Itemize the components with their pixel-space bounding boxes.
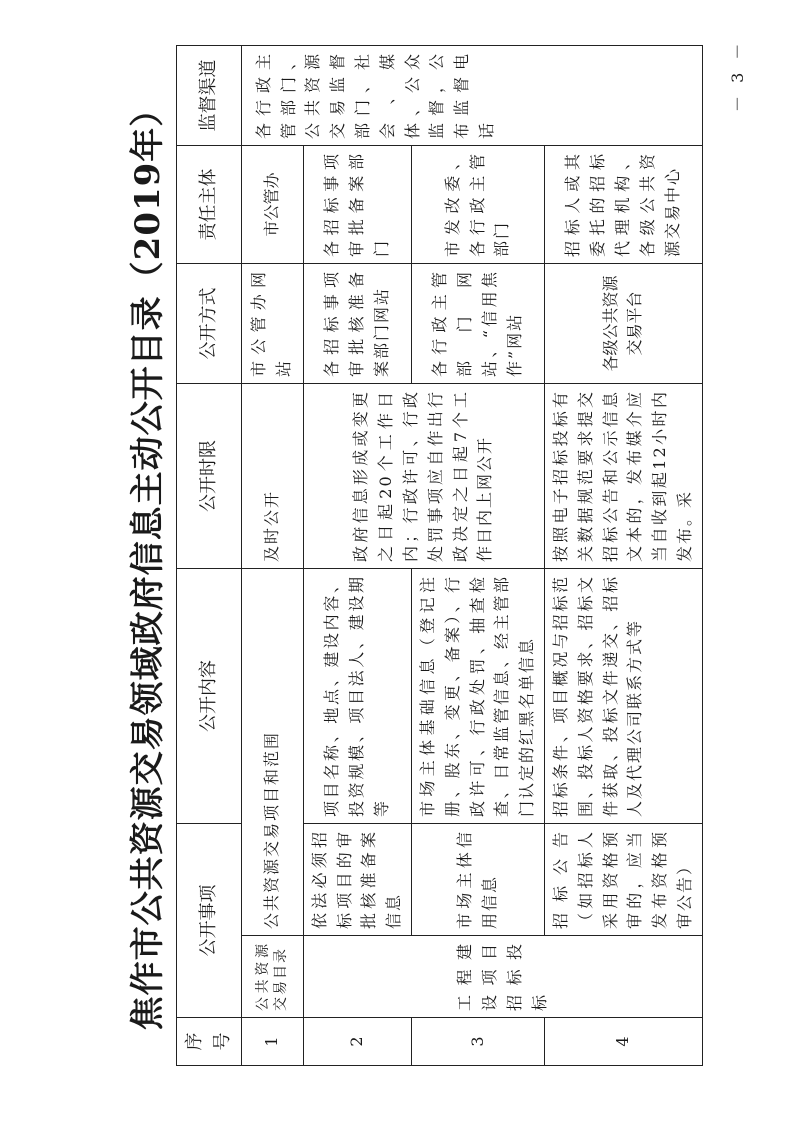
row-method: 各招标事项审批核准备案部门网站 xyxy=(303,264,411,384)
row-sub: 招标公告（如招标人采用资格预审的，应当发布资格预审公告） xyxy=(544,824,702,936)
row-method: 市公管办网站 xyxy=(241,264,303,384)
row-method: 各级公共资源交易平台 xyxy=(544,264,702,384)
header-content: 公开内容 xyxy=(177,569,242,824)
group-item: 工程建设项目招标投标 xyxy=(303,936,702,1018)
table-row xyxy=(303,46,411,1066)
row-sub: 依法必须招标项目的审批核准备案信息 xyxy=(303,824,411,936)
row-item: 公共资源交易目录 xyxy=(241,936,303,1018)
supervision-cell: 各行政主管部门、公共资源交易监督部门、社会、媒体、公众监督，公布监督电话 xyxy=(241,46,702,146)
row-subject: 招标人或其委托的招标代理机构、各级公共资源交易中心 xyxy=(544,146,702,264)
page-title: 焦作市公共资源交易领域政府信息主动公开目录（2019年） xyxy=(128,91,168,1031)
row-no: 3 xyxy=(411,1018,544,1066)
row-no: 2 xyxy=(303,1018,411,1066)
header-method: 公开方式 xyxy=(177,264,242,384)
row-time: 政府信息形成或变更之日起20个工作日内；行政许可、行政处罚事项应自作出行政决定之日起7个工作日内上网公开 xyxy=(303,384,544,569)
table-row xyxy=(544,46,702,1066)
row-content: 市场主体基础信息（登记注册、股东、变更、备案）、行政许可、行政处罚、抽查检查、日常监管信息、经主管部门认定的红黑名单信息 xyxy=(411,569,544,824)
row-content: 项目名称、地点、建设内容、投资规模、项目法人、建设期等 xyxy=(303,569,411,824)
row-method: 各行政主管部门网站、“信用焦作”网站 xyxy=(411,264,544,384)
table-row xyxy=(241,46,303,1066)
header-subject: 责任主体 xyxy=(177,146,242,264)
row-sub: 市场主体信用信息 xyxy=(411,824,544,936)
row-subject: 各招标事项审批备案部门 xyxy=(303,146,411,264)
header-time: 公开时限 xyxy=(177,384,242,569)
disclosure-table xyxy=(176,45,703,1066)
row-time: 按照电子招标投标有关数据规范要求提交招标公告和公示信息文本的，发布媒介应当自收到起12小时内发布。采 xyxy=(544,384,702,569)
row-time: 及时公开 xyxy=(241,384,303,569)
page-number: － 3 － xyxy=(728,39,747,112)
header-item: 公开事项 xyxy=(177,824,242,1018)
row-sub: 公共资源交易项目和范围 xyxy=(241,569,303,936)
row-subject: 市公管办 xyxy=(241,146,303,264)
header-no: 序号 xyxy=(177,1018,242,1066)
row-subject: 市发改委、各行政主管部门 xyxy=(411,146,544,264)
row-no: 4 xyxy=(544,1018,702,1066)
table-header-row xyxy=(177,46,242,1066)
row-no: 1 xyxy=(241,1018,303,1066)
row-content: 招标条件、项目概况与招标范围、投标人资格要求、招标文件获取、投标文件递交、招标人及代理公司联系方式等 xyxy=(544,569,702,824)
header-supervision: 监督渠道 xyxy=(177,46,242,146)
